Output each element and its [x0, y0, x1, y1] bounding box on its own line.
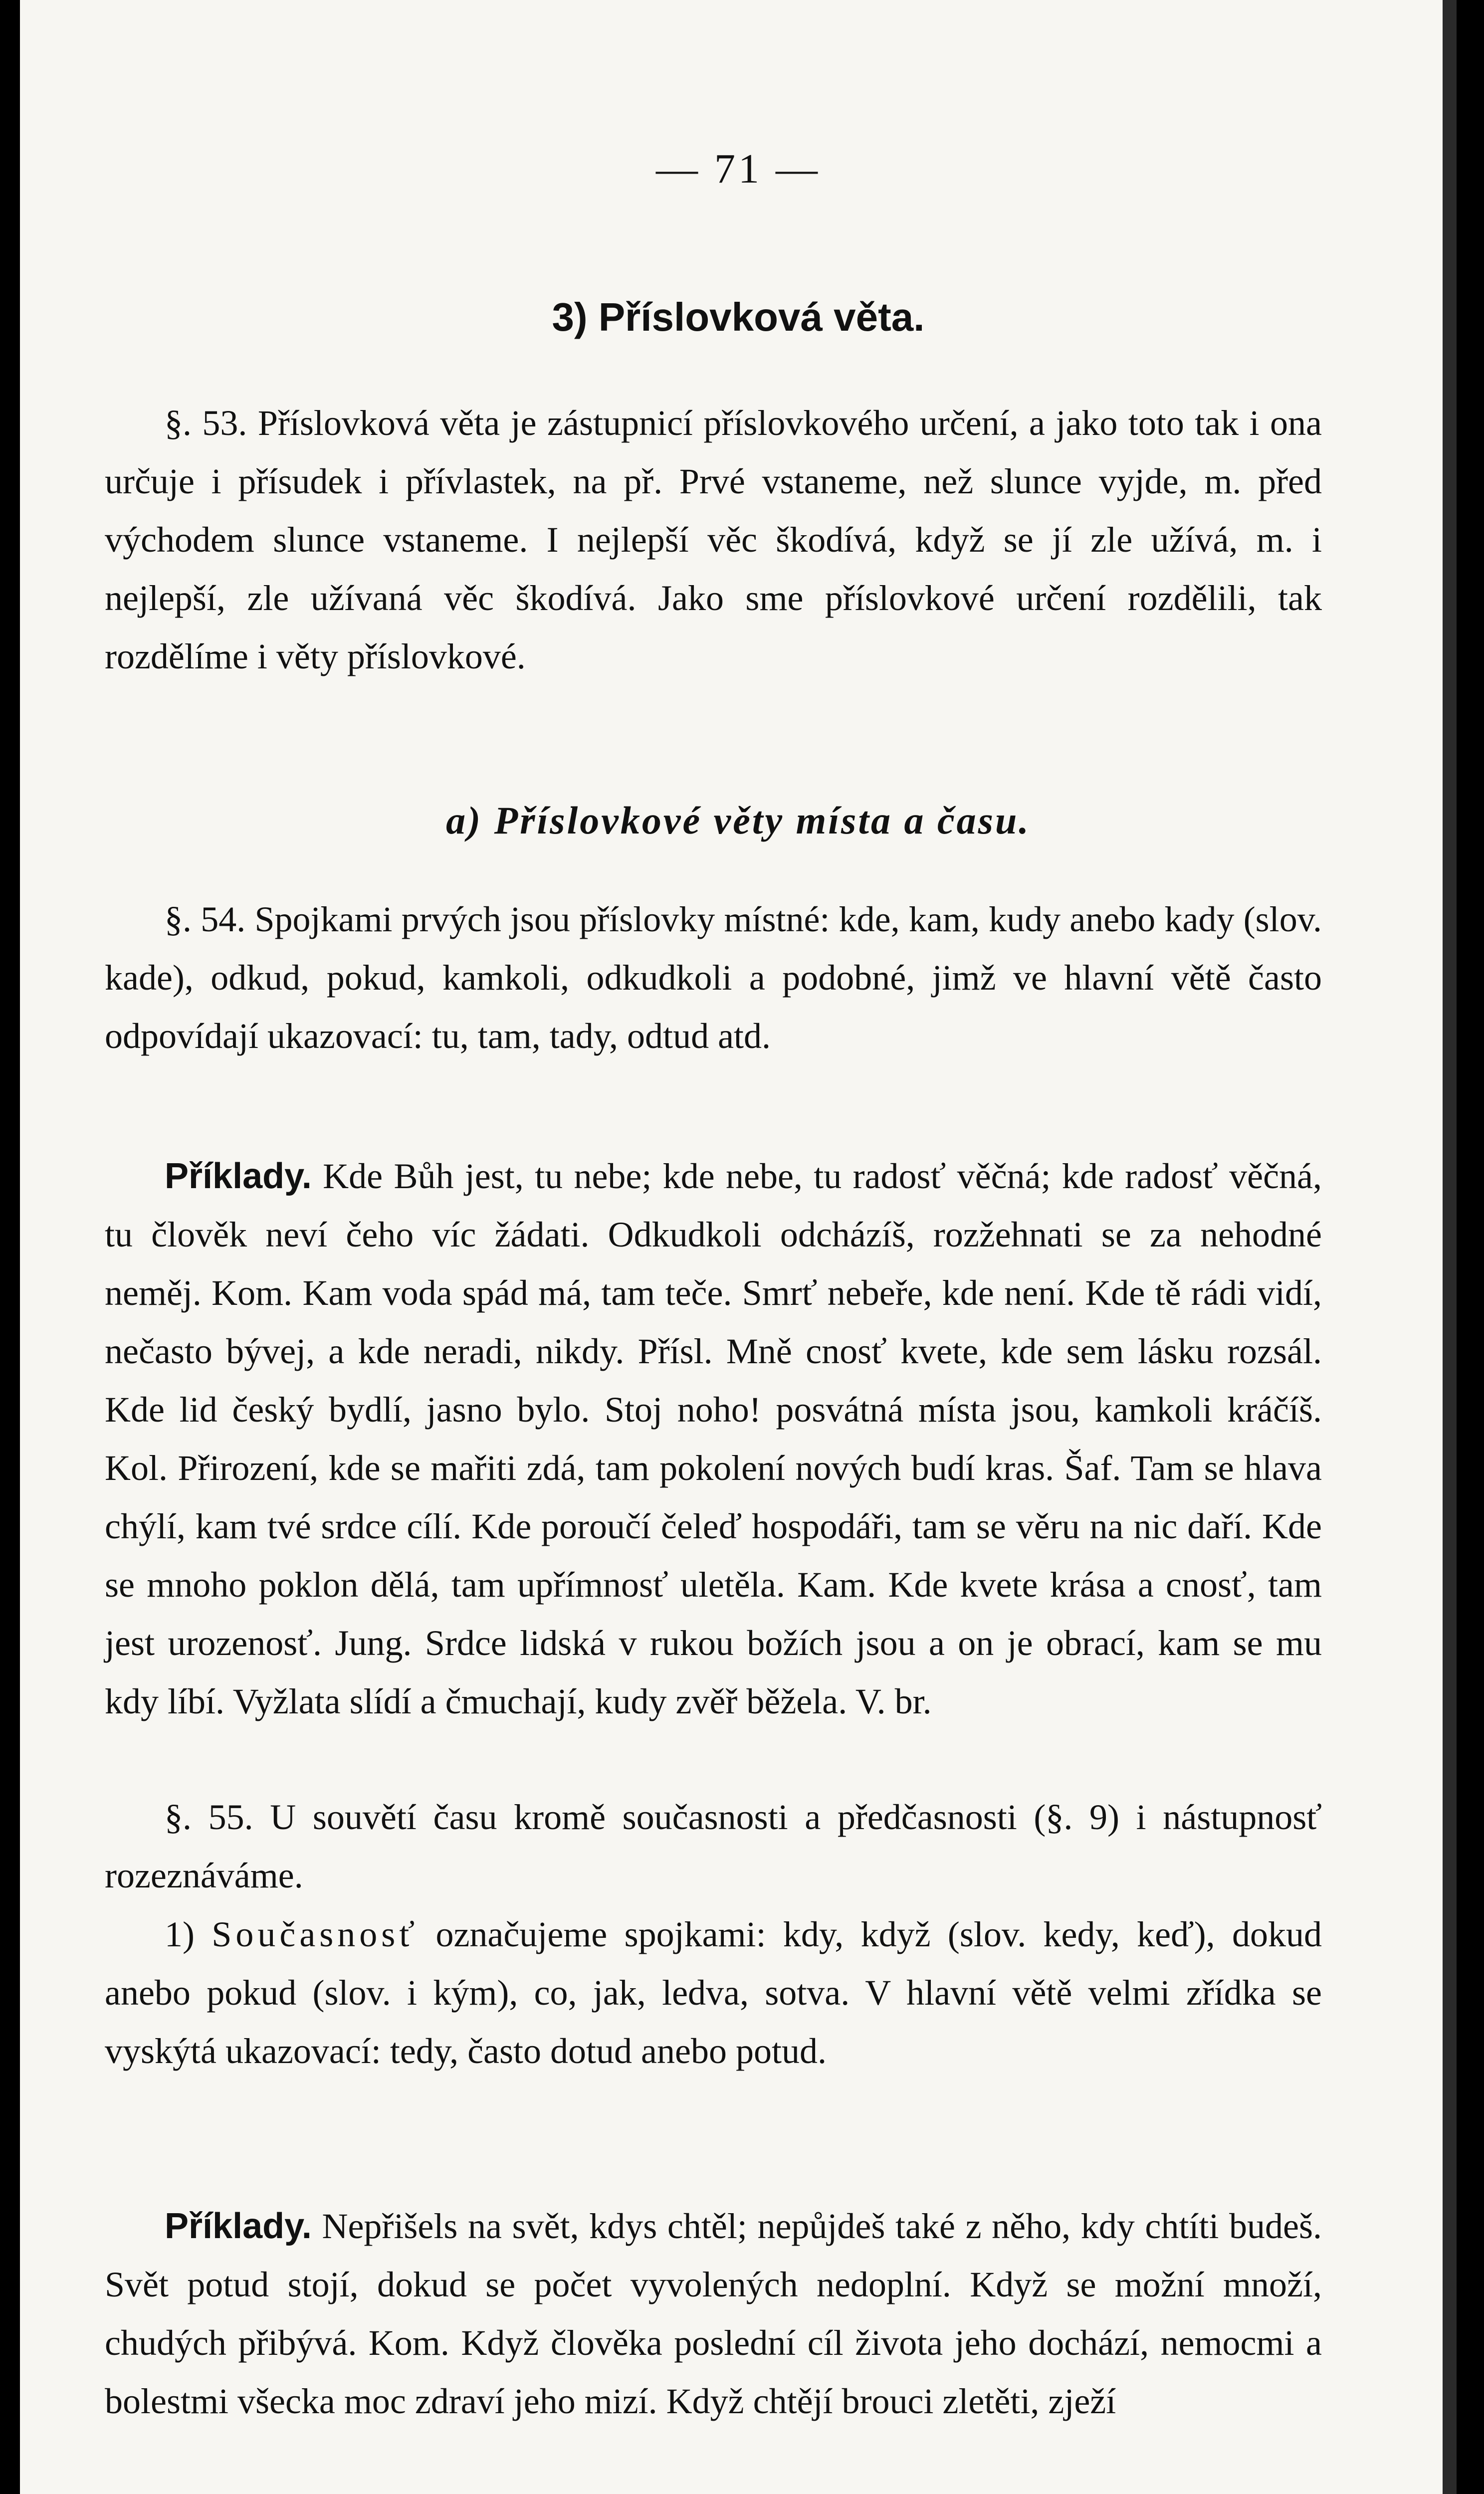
section-heading: 3) Příslovková věta.	[552, 295, 925, 339]
paragraph-text: Spojkami prvých jsou příslovky místné: kde, kam, kudy anebo kady (slov. kade), odkud, pokud, kamkoli, odkudkoli a podobné, jimž ve hlavní větě často odpovídají ukazovací: tu, tam, tady, odtud atd.	[105, 899, 1322, 1056]
paragraph-text: označujeme spojkami: kdy, když (slov. kedy, keď), dokud anebo pokud (slov. i kým), co, jak, ledva, sotva. V hlavní větě velmi zřídka se vyskýtá ukazovací: tedy, často dotud anebo potud.	[105, 1914, 1322, 2071]
paragraph-text: U souvětí času kromě současnosti a předčasnosti (§. 9) i nástupnosť rozeznáváme.	[105, 1797, 1322, 1895]
section-number: §. 53.	[165, 403, 247, 443]
paragraph-55	[105, 1788, 1322, 1905]
examples-paragraph-1	[105, 1147, 1322, 1731]
section-number: §. 55.	[165, 1797, 253, 1837]
paragraph-text: Nepřišels na svět, kdys chtěl; nepůjdeš také z něho, kdy chtíti budeš. Svět potud stojí, dokud se počet vyvolených nedoplní. Když se možní množí, chudých přibývá. Kom. Když člověka poslední cíl života jeho dochází, nemocmi a bolestmi všecka moc zdraví jeho mizí. Když chtějí brouci zletěti, zježí	[105, 2206, 1322, 2421]
paragraph-text: Kde Bůh jest, tu nebe; kde nebe, tu radosť věčná; kde radosť věčná, tu člověk neví čeho víc žádati. Odkudkoli odcházíš, rozžehnati se za nehodné neměj. Kom. Kam voda spád má, tam teče. Smrť nebeře, kde není. Kde tě rádi vidí, nečasto bývej, a kde neradi, nikdy. Přísl. Mně cnosť kvete, kde sem lásku rozsál. Kde lid český bydlí, jasno bylo. Stoj noho! posvátná místa jsou, kamkoli kráčíš. Kol. Přirození, kde se mařiti zdá, tam pokolení nových budí kras. Šaf. Tam se hlava chýlí, kam tvé srdce cílí. Kde poroučí čeleď hospodáři, tam se věru na nic daří. Kde se mnoho poklon dělá, tam upřímnosť uletěla. Kam. Kde kvete krása a cnosť, tam jest urozenosť. Jung. Srdce lidská v rukou božích jsou a on je obrací, kam se mu kdy líbí. Vyžlata slídí a čmuchají, kudy zvěř běžela. V. br.	[105, 1156, 1322, 1721]
examples-paragraph-2	[105, 2197, 1322, 2431]
paragraph-text: Příslovková věta je zástupnicí příslovkového určení, a jako toto tak i ona určuje i přísudek i přívlastek, na př. Prvé vstaneme, než slunce vyjde, m. před východem slunce vstaneme. I nejlepší věc škodívá, když se jí zle užívá, m. i nejlepší, zle užívaná věc škodívá. Jako sme příslovkové určení rozdělili, tak rozdělíme i věty příslovkové.	[105, 403, 1322, 676]
examples-label: Příklady.	[165, 2206, 312, 2246]
subsection-heading: a) Příslovkové věty místa a času.	[446, 799, 1031, 842]
section-number: §. 54.	[165, 899, 246, 939]
examples-label: Příklady.	[165, 1156, 312, 1196]
page-edge-shadow	[1443, 0, 1457, 2494]
book-page	[20, 0, 1457, 2494]
paragraph-53	[105, 394, 1322, 686]
point-number: 1)	[165, 1914, 195, 1954]
paragraph-55-point-1	[105, 1905, 1322, 2080]
page-number: — 71 —	[656, 146, 821, 192]
paragraph-54	[105, 890, 1322, 1065]
term: Současnosť	[212, 1914, 419, 1954]
